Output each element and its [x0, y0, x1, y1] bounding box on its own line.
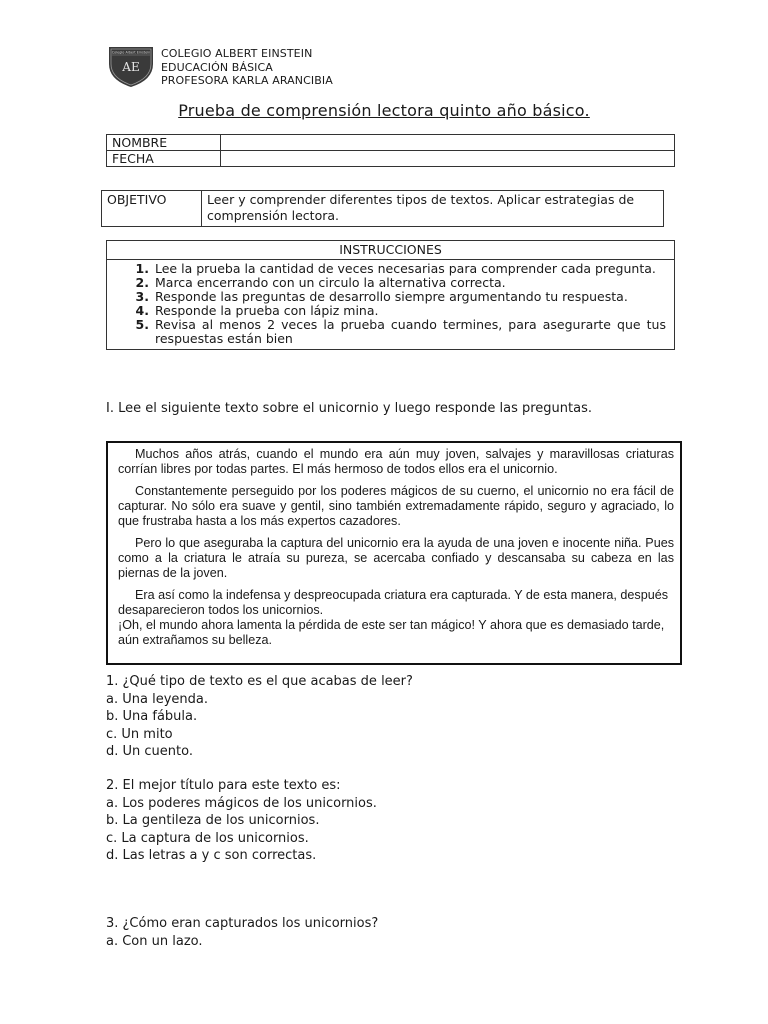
- instructions-title: INSTRUCCIONES: [107, 241, 675, 260]
- crest-initials: AE: [122, 60, 140, 74]
- instructions-list: [107, 260, 674, 349]
- date-field[interactable]: [221, 151, 675, 167]
- teacher-name: PROFESORA KARLA ARANCIBIA: [161, 74, 333, 87]
- passage-paragraph: Pero lo que aseguraba la captura del unicornio era la ayuda de una joven e inocente niña. Pues como a la criatura le atraía su pureza, se acercaba confiado y descansaba su cabeza en las piernas de la joven.: [118, 536, 674, 580]
- option-c[interactable]: c. La captura de los unicornios.: [106, 830, 309, 846]
- reading-passage: [106, 441, 682, 665]
- student-info-table: [106, 134, 675, 167]
- school-level: EDUCACIÓN BÁSICA: [161, 60, 273, 74]
- name-label: NOMBRE: [107, 135, 221, 151]
- page-title: Prueba de comprensión lectora quinto año básico.: [178, 101, 590, 120]
- question-text: 2. El mejor título para este texto es:: [106, 778, 341, 793]
- objective-label: OBJETIVO: [102, 191, 202, 227]
- school-name: COLEGIO ALBERT EINSTEIN: [161, 47, 313, 60]
- list-item: 1. Lee la prueba la cantidad de veces necesarias para comprender cada pregunta.: [135, 261, 656, 276]
- option-a[interactable]: a. Los poderes mágicos de los unicornios.: [106, 795, 377, 811]
- section-intro: I. Lee el siguiente texto sobre el unicornio y luego responde las preguntas.: [106, 401, 592, 416]
- objective-table: [101, 190, 664, 227]
- list-item: 2. Marca encerrando con un circulo la alternativa correcta.: [135, 275, 506, 290]
- option-c[interactable]: c. Un mito: [106, 726, 173, 742]
- objective-text: Leer y comprender diferentes tipos de textos. Aplicar estrategias de comprensión lectora.: [202, 191, 664, 227]
- option-a[interactable]: a. Con un lazo.: [106, 933, 203, 949]
- question-1: [106, 673, 413, 761]
- crest-tiny-text: Colegio Albert Einstein: [111, 50, 151, 55]
- question-text: 3. ¿Cómo eran capturados los unicornios?: [106, 916, 379, 931]
- list-item: 5. Revisa al menos 2 veces la prueba cuando termines, para asegurarte que tus respuestas están bien: [135, 317, 666, 346]
- question-3: [106, 915, 378, 950]
- school-crest-logo: [108, 46, 154, 88]
- option-b[interactable]: b. La gentileza de los unicornios.: [106, 813, 320, 828]
- option-d[interactable]: d. Un cuento.: [106, 744, 193, 759]
- instructions-table: [106, 240, 675, 350]
- option-b[interactable]: b. Una fábula.: [106, 709, 198, 724]
- option-d[interactable]: d. Las letras a y c son correctas.: [106, 848, 317, 863]
- name-field[interactable]: [221, 135, 675, 151]
- list-item: 4. Responde la prueba con lápiz mina.: [135, 303, 379, 318]
- option-a[interactable]: a. Una leyenda.: [106, 691, 208, 707]
- passage-paragraph: Constantemente perseguido por los poderes mágicos de su cuerno, el unicornio no era fácil de capturar. No sólo era suave y gentil, sino también extremadamente rápido, seguro y agraciado, lo que frustraba hasta a los más expertos cazadores.: [118, 484, 674, 528]
- school-header: [161, 47, 333, 88]
- question-2: [106, 777, 377, 865]
- question-text: 1. ¿Qué tipo de texto es el que acabas de leer?: [106, 674, 413, 689]
- date-label: FECHA: [107, 151, 221, 167]
- passage-paragraph: Muchos años atrás, cuando el mundo era aún muy joven, salvajes y maravillosas criaturas corrían libres por todas partes. El más hermoso de todos ellos era el unicornio.: [118, 447, 674, 476]
- passage-paragraph-last: Era así como la indefensa y despreocupada criatura era capturada. Y de esta manera, después desaparecieron todos los unicornios. ¡Oh, el mundo ahora lamenta la pérdida de este ser tan mágico! Y ahora que es demasiado tarde, aún extrañamos su belleza.: [118, 588, 669, 647]
- list-item: 3. Responde las preguntas de desarrollo siempre argumentando tu respuesta.: [135, 289, 628, 304]
